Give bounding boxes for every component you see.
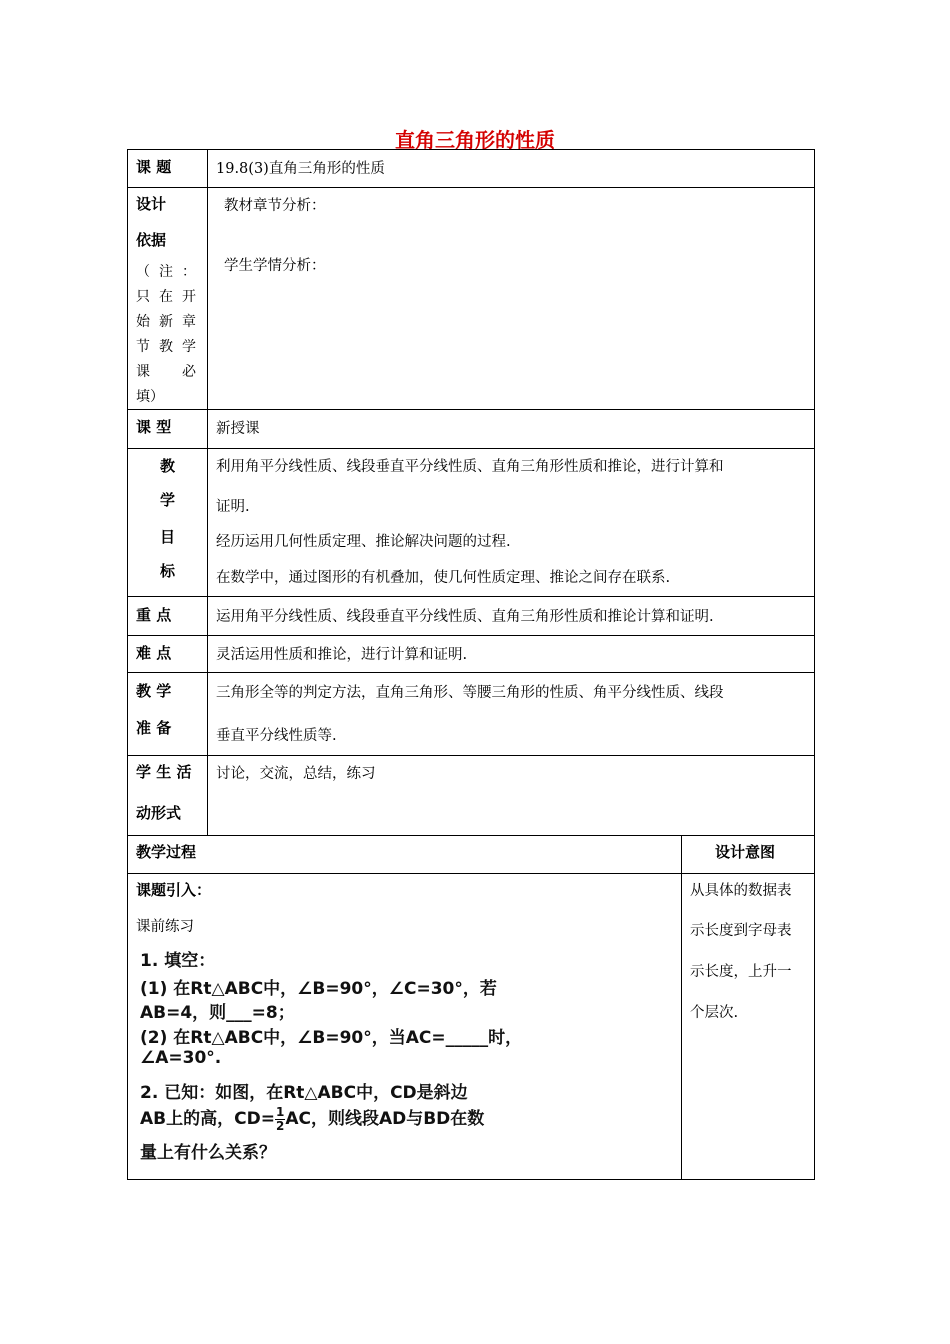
process-content-cell (127, 873, 682, 1180)
lesson-type-label-cell (127, 409, 208, 449)
topic-label-cell (127, 149, 208, 188)
objectives-value-cell (207, 448, 815, 597)
exercise-q1-1b: AB=4，则___=8； (140, 1003, 295, 1023)
exercise-q2-a: 2. 已知：如图，在Rt△ABC中，CD是斜边 (140, 1083, 468, 1103)
difficulties-value-cell (207, 635, 815, 673)
fraction-numerator: 1 (275, 1104, 285, 1119)
intent-header-cell (681, 835, 815, 874)
fraction-denominator: 2 (275, 1118, 285, 1133)
note-line: 只在开 (136, 289, 196, 305)
activities-label-cell (127, 755, 208, 836)
design-basis-label-2: 依据 (136, 231, 167, 249)
exercise-q1-title: 1. 填空： (140, 951, 216, 971)
preparation-line: 垂直平分线性质等. (216, 728, 337, 744)
key-points-value-cell (207, 596, 815, 636)
difficulties-label-cell (127, 635, 208, 673)
difficulties-label: 难 点 (136, 644, 172, 662)
practice-label: 课前练习 (136, 919, 194, 935)
textbook-analysis: 教材章节分析： (224, 198, 326, 214)
exercise-q1-2a: (2) 在Rt△ABC中，∠B=90°，当AC=_____时， (140, 1028, 523, 1048)
key-points-label-cell (127, 596, 208, 636)
activities-value: 讨论，交流，总结，练习 (216, 766, 376, 782)
preparation-label-2: 准 备 (136, 719, 172, 737)
intent-header: 设计意图 (715, 843, 776, 861)
fraction-one-half (275, 1106, 285, 1133)
topic-value: 19.8(3)直角三角形的性质 (216, 161, 385, 177)
student-analysis: 学生学情分析： (224, 258, 326, 274)
preparation-label-cell (127, 672, 208, 756)
exercise-q2-b-post: AC，则线段AD与BD在数 (285, 1109, 485, 1129)
objectives-label-cell (127, 448, 208, 597)
activities-label-1: 学 生 活 (136, 763, 192, 781)
process-header: 教学过程 (136, 843, 197, 861)
difficulties-value: 灵活运用性质和推论，进行计算和证明. (216, 647, 468, 663)
document-title: 直角三角形的性质 (395, 128, 555, 152)
objectives-label-char: 学 (160, 491, 176, 509)
process-header-cell (127, 835, 682, 874)
note-line: 填） (136, 389, 164, 405)
activities-label-2: 动形式 (136, 804, 182, 822)
objective-line: 证明. (216, 499, 250, 515)
exercise-q1-2b: ∠A=30°. (140, 1048, 222, 1068)
note-line: 始新章 (136, 314, 196, 330)
intent-line: 示长度到字母表 (690, 923, 792, 939)
intro-label: 课题引入： (136, 881, 212, 899)
objectives-label-char: 目 (160, 528, 176, 546)
preparation-label-1: 教 学 (136, 682, 172, 700)
exercise-image (128, 942, 681, 1178)
exercise-q2-b-pre: AB上的高，CD= (140, 1109, 275, 1129)
intent-line: 个层次. (690, 1005, 739, 1021)
preparation-line: 三角形全等的判定方法，直角三角形、等腰三角形的性质、角平分线性质、线段 (216, 685, 724, 701)
exercise-q1-1a: (1) 在Rt△ABC中，∠B=90°，∠C=30°，若 (140, 979, 497, 999)
intent-content-cell (681, 873, 815, 1180)
key-points-value: 运用角平分线性质、线段垂直平分线性质、直角三角形性质和推论计算和证明. (216, 609, 714, 625)
preparation-value-cell (207, 672, 815, 756)
note-line: （注： (136, 264, 196, 280)
topic-value-cell (207, 149, 815, 188)
lesson-type-value: 新授课 (216, 421, 260, 437)
objective-line: 利用角平分线性质、线段垂直平分线性质、直角三角形性质和推论，进行计算和 (216, 459, 724, 475)
design-basis-value-cell (207, 187, 815, 410)
lesson-type-label: 课 型 (136, 418, 172, 436)
design-basis-note (136, 260, 196, 410)
exercise-q2-b (140, 1104, 484, 1133)
design-basis-label-cell (127, 187, 208, 410)
note-line: 课 必 (136, 364, 196, 380)
intent-line: 示长度，上升一 (690, 964, 792, 980)
key-points-label: 重 点 (136, 606, 172, 624)
topic-label: 课 题 (136, 158, 172, 176)
objectives-label-char: 教 (160, 457, 176, 475)
design-basis-label-1: 设计 (136, 195, 167, 213)
activities-value-cell (207, 755, 815, 836)
lesson-type-value-cell (207, 409, 815, 449)
intent-line: 从具体的数据表 (690, 883, 792, 899)
note-line: 节教学 (136, 339, 196, 355)
objectives-label-char: 标 (160, 562, 176, 580)
exercise-q2-c: 量上有什么关系？ (140, 1143, 276, 1163)
objective-line: 在数学中，通过图形的有机叠加，使几何性质定理、推论之间存在联系. (216, 570, 671, 586)
objective-line: 经历运用几何性质定理、推论解决问题的过程. (216, 534, 511, 550)
